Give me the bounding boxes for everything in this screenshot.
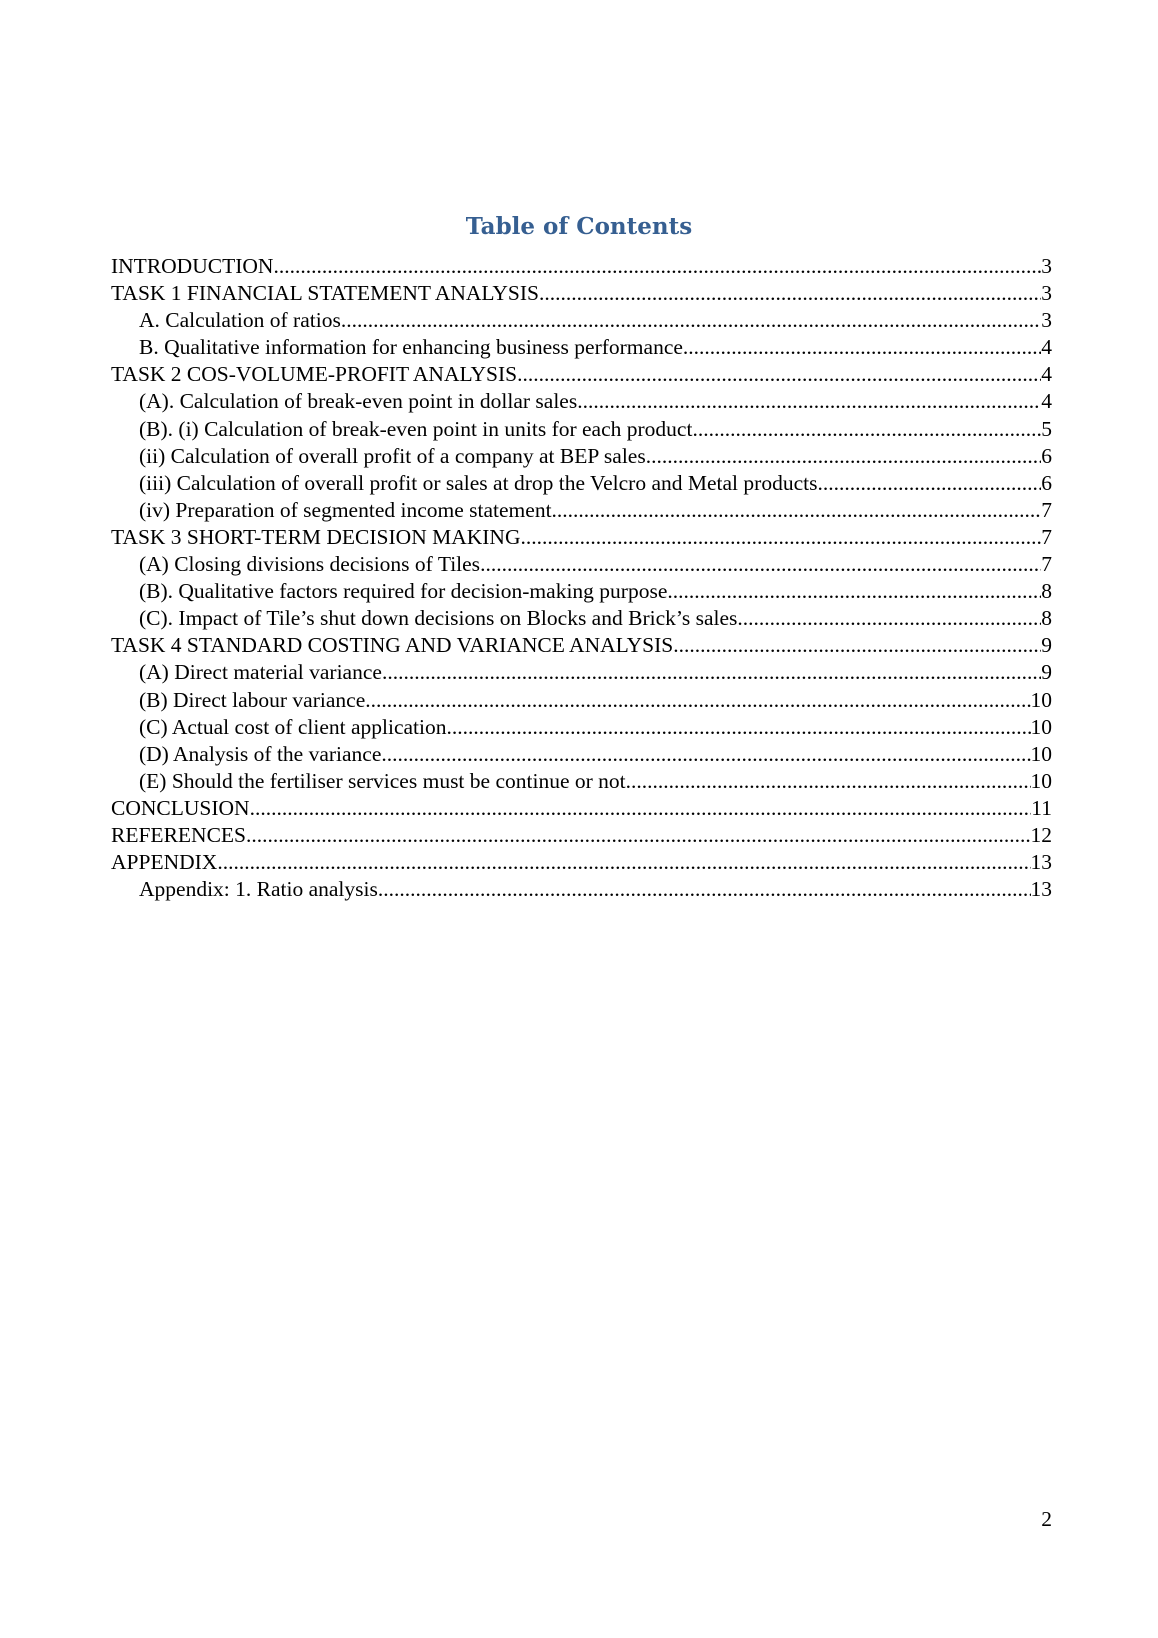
toc-list <box>111 253 1052 903</box>
toc-entry-page: 4 <box>1041 362 1052 387</box>
toc-entry-analysis-of-variance[interactable] <box>111 741 1052 768</box>
toc-entry-appendix[interactable] <box>111 849 1052 876</box>
toc-entry-page: 11 <box>1031 795 1052 820</box>
toc-entry-task-3[interactable] <box>111 524 1052 551</box>
toc-entry-label: Appendix: 1. Ratio analysis <box>139 877 378 902</box>
toc-entry-page: 10 <box>1030 687 1052 712</box>
toc-dot-leader <box>737 605 1041 632</box>
toc-entry-references[interactable] <box>111 822 1052 849</box>
toc-entry-overall-profit-bep[interactable] <box>111 443 1052 470</box>
toc-dot-leader <box>381 741 1030 768</box>
toc-entry-tiles-shutdown-impact[interactable] <box>111 605 1052 632</box>
toc-entry-page: 13 <box>1030 850 1052 875</box>
toc-entry-page: 4 <box>1041 335 1052 360</box>
toc-entry-actual-cost-client-application[interactable] <box>111 714 1052 741</box>
toc-dot-leader <box>246 822 1031 849</box>
toc-entry-label: TASK 2 COS-VOLUME-PROFIT ANALYSIS <box>111 362 518 387</box>
toc-entry-page: 10 <box>1030 714 1052 739</box>
toc-entry-page: 3 <box>1041 308 1052 333</box>
toc-dot-leader <box>552 497 1042 524</box>
toc-dot-leader <box>273 253 1041 280</box>
toc-dot-leader <box>626 768 1031 795</box>
toc-entry-fertiliser-services[interactable] <box>111 768 1052 795</box>
toc-entry-qualitative-information[interactable] <box>111 334 1052 361</box>
toc-entry-break-even-units[interactable] <box>111 416 1052 443</box>
toc-dot-leader <box>517 361 1041 388</box>
toc-entry-label: (C). Impact of Tile’s shut down decisions on Blocks and Brick’s sales <box>139 606 738 631</box>
toc-entry-page: 6 <box>1041 470 1052 495</box>
toc-entry-task-2[interactable] <box>111 361 1052 388</box>
toc-entry-label: (B) Direct labour variance <box>139 687 366 712</box>
toc-entry-qualitative-factors[interactable] <box>111 578 1052 605</box>
toc-dot-leader <box>378 876 1031 903</box>
toc-entry-label: (iii) Calculation of overall profit or sales at drop the Velcro and Metal products <box>139 470 818 495</box>
toc-entry-direct-material-variance[interactable] <box>111 659 1052 686</box>
toc-entry-segmented-income-statement[interactable] <box>111 497 1052 524</box>
toc-title: Table of Contents <box>465 213 693 240</box>
toc-dot-leader <box>667 578 1041 605</box>
toc-entry-calculation-of-ratios[interactable] <box>111 307 1052 334</box>
toc-entry-page: 13 <box>1030 877 1052 902</box>
toc-entry-label: TASK 4 STANDARD COSTING AND VARIANCE ANALYSIS <box>111 633 674 658</box>
toc-entry-label: TASK 3 SHORT-TERM DECISION MAKING <box>111 524 521 549</box>
toc-entry-label: (D) Analysis of the variance <box>139 741 382 766</box>
toc-entry-label: (B). Qualitative factors required for decision-making purpose <box>139 579 668 604</box>
toc-entry-label: TASK 1 FINANCIAL STATEMENT ANALYSIS <box>111 281 540 306</box>
toc-entry-page: 8 <box>1041 579 1052 604</box>
toc-entry-page: 3 <box>1041 254 1052 278</box>
toc-dot-leader <box>446 714 1030 741</box>
toc-entry-page: 9 <box>1041 633 1052 658</box>
toc-entry-page: 10 <box>1030 741 1052 766</box>
toc-dot-leader <box>382 659 1041 686</box>
toc-entry-page: 3 <box>1041 281 1052 306</box>
toc-entry-page: 6 <box>1041 443 1052 468</box>
toc-entry-velcro-metal-drop[interactable] <box>111 470 1052 497</box>
toc-entry-label: APPENDIX <box>111 850 218 875</box>
toc-entry-label: REFERENCES <box>111 822 246 847</box>
toc-dot-leader <box>217 849 1030 876</box>
toc-entry-introduction[interactable] <box>111 253 1052 280</box>
toc-entry-label: (E) Should the fertiliser services must be continue or not <box>139 768 626 793</box>
toc-entry-label: A. Calculation of ratios <box>139 308 341 333</box>
toc-entry-label: B. Qualitative information for enhancing business performance <box>139 335 683 360</box>
toc-dot-leader <box>817 470 1041 497</box>
toc-entry-conclusion[interactable] <box>111 795 1052 822</box>
toc-entry-label: (B). (i) Calculation of break-even point in units for each product <box>139 416 693 441</box>
toc-dot-leader <box>673 632 1041 659</box>
toc-entry-label: (C) Actual cost of client application <box>139 714 447 739</box>
toc-entry-direct-labour-variance[interactable] <box>111 687 1052 714</box>
page-number: 2 <box>1041 1507 1052 1531</box>
toc-dot-leader <box>646 443 1042 470</box>
toc-dot-leader <box>480 551 1041 578</box>
toc-dot-leader <box>365 687 1030 714</box>
toc-entry-page: 9 <box>1041 660 1052 685</box>
toc-dot-leader <box>341 307 1041 334</box>
toc-dot-leader <box>683 334 1041 361</box>
toc-entry-page: 5 <box>1041 416 1052 441</box>
toc-entry-label: CONCLUSION <box>111 795 250 820</box>
toc-dot-leader <box>250 795 1032 822</box>
toc-entry-page: 10 <box>1030 768 1052 793</box>
toc-entry-break-even-dollar-sales[interactable] <box>111 388 1052 415</box>
toc-entry-ratio-analysis-appendix[interactable] <box>111 876 1052 903</box>
toc-entry-label: (A). Calculation of break-even point in dollar sales <box>139 389 578 414</box>
toc-entry-label: INTRODUCTION <box>111 254 274 278</box>
toc-entry-label: (A) Direct material variance <box>139 660 382 685</box>
toc-entry-label: (A) Closing divisions decisions of Tiles <box>139 552 481 577</box>
toc-entry-page: 12 <box>1030 822 1052 847</box>
toc-entry-page: 7 <box>1041 552 1052 577</box>
toc-entry-page: 7 <box>1041 497 1052 522</box>
toc-entry-page: 7 <box>1041 524 1052 549</box>
toc-entry-label: (ii) Calculation of overall profit of a company at BEP sales <box>139 443 646 468</box>
toc-entry-page: 4 <box>1041 389 1052 414</box>
toc-entry-task-1[interactable] <box>111 280 1052 307</box>
toc-entry-task-4[interactable] <box>111 632 1052 659</box>
toc-dot-leader <box>577 388 1041 415</box>
toc-dot-leader <box>521 524 1042 551</box>
toc-entry-label: (iv) Preparation of segmented income statement <box>139 497 552 522</box>
toc-dot-leader <box>692 416 1041 443</box>
toc-dot-leader <box>539 280 1041 307</box>
toc-entry-page: 8 <box>1041 606 1052 631</box>
toc-entry-closing-divisions-tiles[interactable] <box>111 551 1052 578</box>
